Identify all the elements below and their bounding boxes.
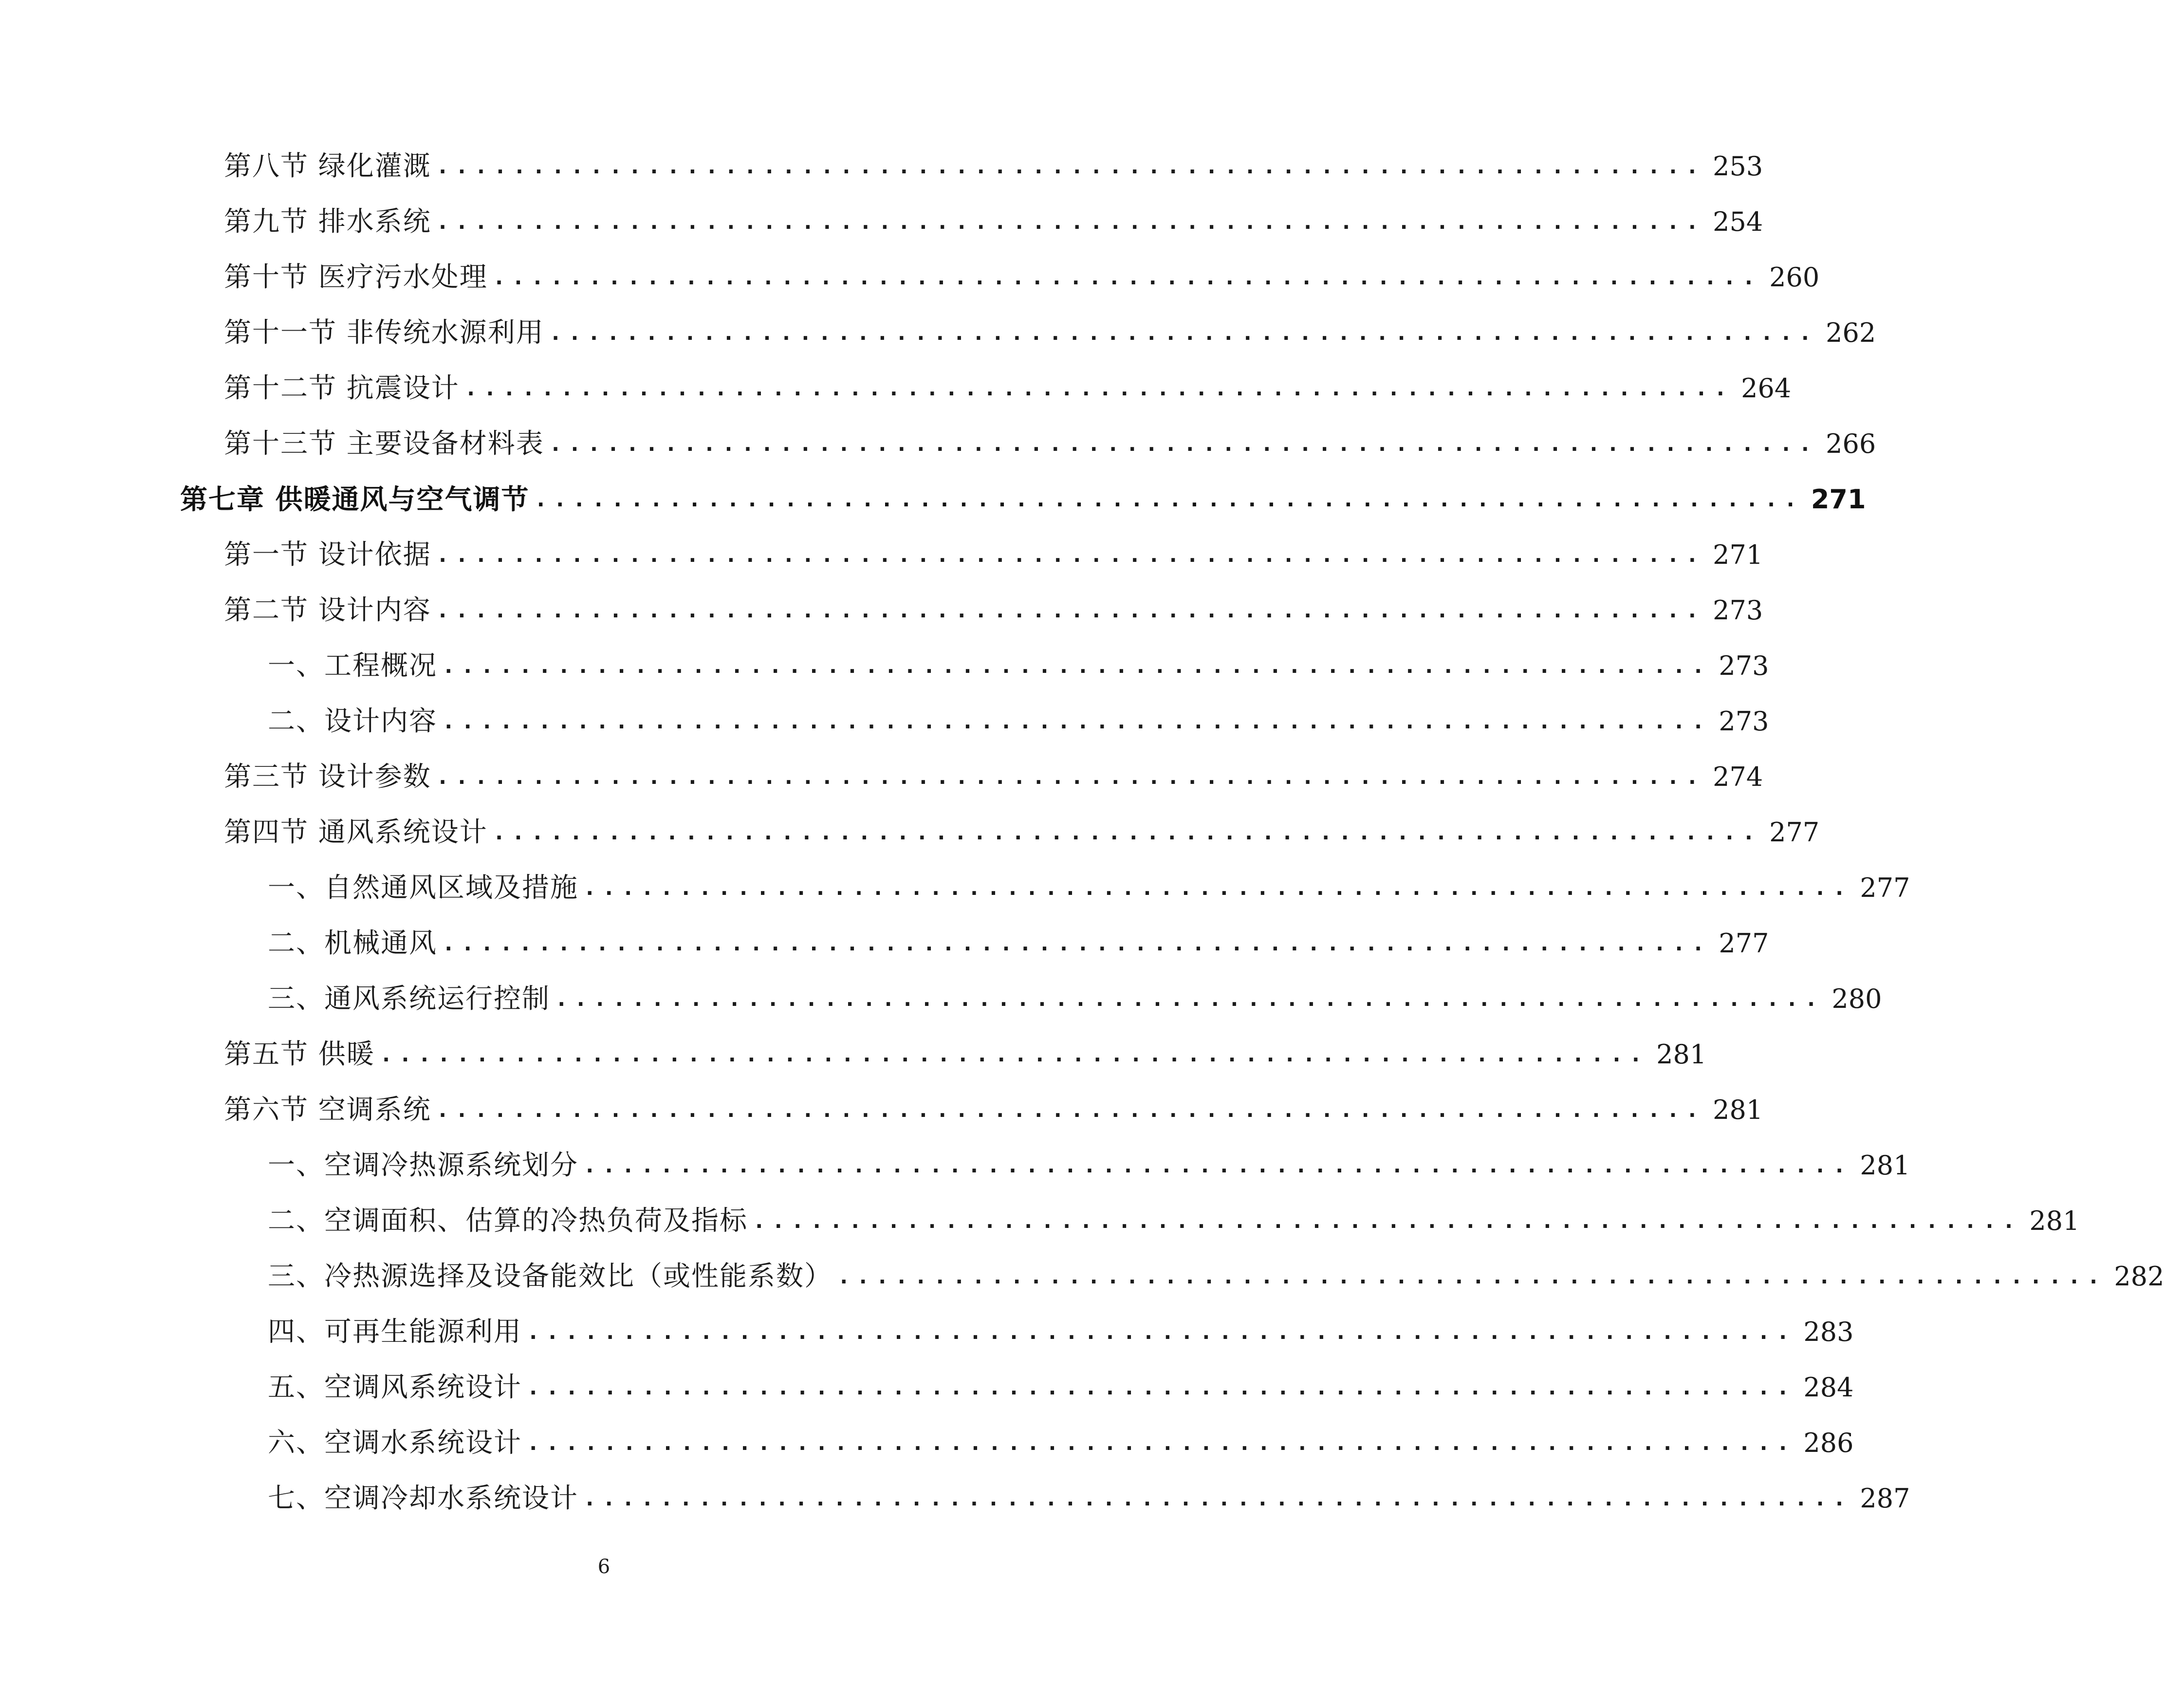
toc-chapter-entry[interactable]: [180, 480, 1866, 519]
dot-leader: ..................................................................: [527, 1430, 1796, 1455]
toc-entry-page: 283: [1803, 1317, 1854, 1347]
dot-leader: ..................................................................: [442, 931, 1711, 956]
dot-leader: ..................................................................: [534, 487, 1803, 512]
toc-entry[interactable]: [224, 813, 1820, 852]
toc-entry[interactable]: [224, 314, 1876, 353]
toc-entry[interactable]: [224, 203, 1763, 241]
toc-entry[interactable]: [224, 258, 1820, 297]
toc-entry-label: 六、空调水系统设计: [268, 1427, 522, 1459]
toc-entry-page: 266: [1826, 428, 1876, 459]
toc-entry[interactable]: [224, 591, 1763, 630]
dot-leader: ..................................................................: [436, 209, 1705, 234]
toc-entry[interactable]: [268, 869, 1910, 908]
toc-entry-label: 三、通风系统运行控制: [268, 983, 550, 1015]
toc-entry-label: 五、空调风系统设计: [268, 1372, 522, 1403]
toc-entry-label: 一、空调冷热源系统划分: [268, 1150, 578, 1181]
toc-entry-label: 第三节 设计参数: [224, 761, 431, 793]
toc-entry-label: 第八节 绿化灌溉: [224, 150, 431, 182]
toc-entry-label: 第九节 排水系统: [224, 206, 431, 238]
toc-entry-page: 281: [1656, 1039, 1707, 1070]
dot-leader: ..................................................................: [753, 1208, 2022, 1233]
toc-entry[interactable]: [268, 1368, 1854, 1407]
toc-entry-page: 262: [1826, 317, 1876, 348]
toc-entry-page: 287: [1860, 1483, 1910, 1514]
toc-entry-label: 第二节 设计内容: [224, 594, 431, 626]
page-number: 6: [597, 1556, 610, 1578]
dot-leader: ..................................................................: [583, 875, 1852, 900]
toc-entry-page: 277: [1860, 873, 1910, 903]
toc-entry-label: 三、冷热源选择及设备能效比（或性能系数）: [268, 1261, 832, 1292]
toc-entry-page: 280: [1831, 984, 1882, 1014]
toc-entry[interactable]: [268, 924, 1769, 963]
toc-entry-page: 264: [1741, 373, 1792, 404]
toc-entry-page: 274: [1713, 761, 1763, 792]
toc-entry[interactable]: [224, 369, 1792, 408]
toc-entry-page: 281: [2029, 1206, 2080, 1236]
toc-entry-page: 277: [1719, 928, 1769, 959]
toc-entry-label: 第五节 供暖: [224, 1039, 375, 1070]
toc-entry-label: 第十二节 抗震设计: [224, 372, 460, 404]
toc-entry-page: 253: [1713, 151, 1763, 182]
dot-leader: ..................................................................: [549, 320, 1818, 345]
dot-leader: ..................................................................: [436, 1097, 1705, 1122]
dot-leader: ..................................................................: [442, 709, 1711, 734]
dot-leader: ..................................................................: [436, 542, 1705, 567]
toc-entry[interactable]: [224, 1035, 1707, 1074]
toc-entry-page: 273: [1719, 706, 1769, 737]
dot-leader: ..................................................................: [555, 986, 1824, 1011]
dot-leader: ..................................................................: [436, 154, 1705, 179]
dot-leader: ..................................................................: [436, 764, 1705, 789]
toc-entry[interactable]: [268, 647, 1769, 686]
toc-entry-page: 260: [1769, 262, 1820, 293]
toc-entry-label: 七、空调冷却水系统设计: [268, 1483, 578, 1514]
toc-entry-label: 一、工程概况: [268, 650, 437, 682]
dot-leader: ..................................................................: [436, 598, 1705, 623]
toc-entry[interactable]: [268, 1146, 1910, 1185]
toc-entry-label: 二、设计内容: [268, 705, 437, 737]
toc-entry-label: 二、空调面积、估算的冷热负荷及指标: [268, 1205, 748, 1237]
toc-entry-page: 282: [2114, 1261, 2164, 1292]
toc-entry[interactable]: [224, 147, 1763, 186]
toc-entry-page: 284: [1803, 1372, 1854, 1403]
toc-entry-label: 第一节 设计依据: [224, 539, 431, 571]
dot-leader: ..................................................................: [527, 1375, 1796, 1400]
toc-entry-page: 254: [1713, 206, 1763, 237]
dot-leader: ..................................................................: [379, 1042, 1649, 1067]
dot-leader: ..................................................................: [492, 820, 1762, 845]
toc-entry[interactable]: [268, 1257, 2164, 1296]
toc-entry[interactable]: [224, 758, 1763, 797]
toc-entry-page: 271: [1713, 539, 1763, 570]
toc-entry[interactable]: [268, 1313, 1854, 1352]
toc-entry[interactable]: [268, 1424, 1854, 1463]
toc-entry[interactable]: [224, 536, 1763, 575]
toc-entry-page: 281: [1713, 1095, 1763, 1125]
dot-leader: ..................................................................: [492, 265, 1762, 290]
toc-entry-label: 第十三节 主要设备材料表: [224, 428, 544, 460]
toc-entry-label: 四、可再生能源利用: [268, 1316, 522, 1348]
toc-entry-label: 第十一节 非传统水源利用: [224, 317, 544, 349]
toc-entry-label: 第十节 医疗污水处理: [224, 261, 488, 293]
toc-entry-page: 281: [1860, 1150, 1910, 1181]
toc-entry-page: 273: [1713, 595, 1763, 626]
dot-leader: ..................................................................: [527, 1319, 1796, 1344]
toc-entry-page: 271: [1811, 484, 1866, 515]
dot-leader: ..................................................................: [837, 1264, 2107, 1289]
dot-leader: ..................................................................: [583, 1153, 1852, 1178]
toc-entry-page: 273: [1719, 650, 1769, 681]
toc-entry-label: 一、自然通风区域及措施: [268, 872, 578, 904]
toc-entry-page: 286: [1803, 1428, 1854, 1458]
toc-entry[interactable]: [268, 1479, 1910, 1518]
toc-entry-label: 第七章 供暖通风与空气调节: [180, 483, 530, 516]
dot-leader: ..................................................................: [549, 431, 1818, 456]
toc-entry[interactable]: [224, 1091, 1763, 1130]
toc-entry-label: 第六节 空调系统: [224, 1094, 431, 1126]
toc-entry[interactable]: [268, 1202, 2080, 1241]
toc-entry[interactable]: [268, 980, 1882, 1019]
dot-leader: ..................................................................: [464, 376, 1734, 401]
toc-entry-label: 第四节 通风系统设计: [224, 817, 488, 848]
toc-entry[interactable]: [224, 425, 1876, 464]
dot-leader: ..................................................................: [442, 653, 1711, 678]
toc-entry[interactable]: [268, 702, 1769, 741]
toc-entry-page: 277: [1769, 817, 1820, 848]
toc-entry-label: 二、机械通风: [268, 928, 437, 959]
dot-leader: ..................................................................: [583, 1486, 1852, 1511]
